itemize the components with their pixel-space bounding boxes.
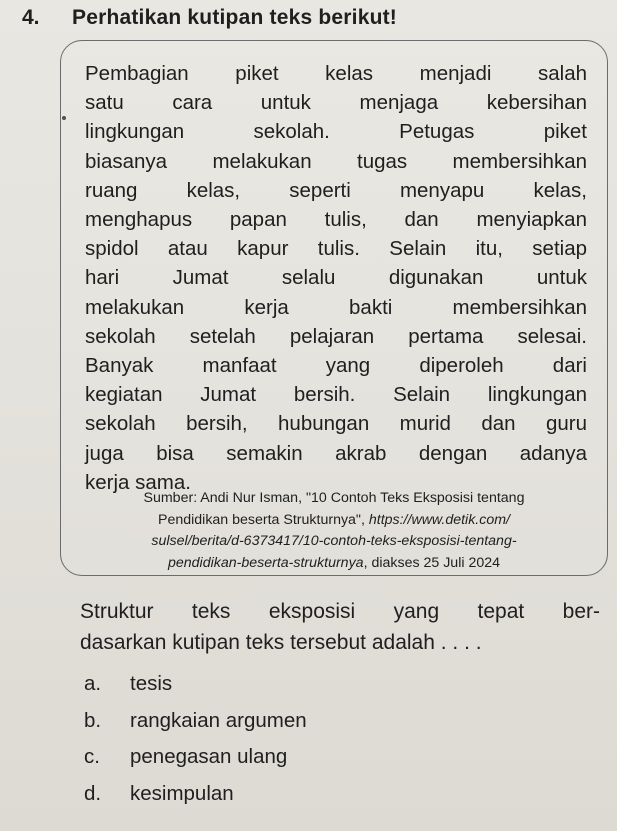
excerpt-paragraph [85, 59, 587, 497]
question-title: Perhatikan kutipan teks berikut! [72, 6, 397, 29]
source-url: sulsel/berita/d-6373417/10-contoh-teks-eksposisi-tentang- [151, 533, 517, 549]
option-letter: d. [84, 781, 102, 805]
option-a[interactable] [84, 666, 307, 703]
excerpt-line: sekolah bersih, hubungan murid dan guru [85, 412, 587, 436]
option-b[interactable] [84, 703, 307, 740]
option-letter: c. [84, 745, 100, 769]
option-c[interactable] [84, 739, 307, 776]
option-letter: a. [84, 672, 102, 696]
source-text: , diakses 25 Juli 2024 [363, 554, 501, 571]
stem-line: dasarkan kutipan teks tersebut adalah . . . . [80, 631, 482, 654]
excerpt-line: menghapus papan tulis, dan menyiapkan [85, 208, 587, 232]
source-citation [69, 488, 599, 574]
source-line [69, 553, 599, 575]
source-line: Sumber: Andi Nur Isman, "10 Contoh Teks Eksposisi tentang [143, 490, 525, 506]
question-number: 4. [22, 6, 40, 29]
stem-line: Struktur teks eksposisi yang tepat ber- [80, 600, 600, 623]
excerpt-line: satu cara untuk menjaga kebersihan [85, 91, 587, 115]
excerpt-line: biasanya melakukan tugas membersihkan [85, 149, 587, 173]
source-url: pendidikan-beserta-strukturnya [167, 554, 364, 571]
option-letter: b. [84, 708, 102, 732]
excerpt-line: melakukan kerja bakti membersihkan [85, 295, 587, 319]
excerpt-line: hari Jumat selalu digunakan untuk [85, 266, 587, 290]
question-stem [80, 596, 600, 658]
option-text: kesimpulan [130, 781, 234, 805]
excerpt-line: lingkungan sekolah. Petugas piket [85, 120, 587, 144]
source-line [69, 510, 599, 532]
answer-options [84, 666, 307, 812]
option-text: penegasan ulang [130, 745, 288, 769]
excerpt-line: Pembagian piket kelas menjadi salah [85, 62, 587, 85]
excerpt-box [60, 40, 608, 576]
excerpt-line: sekolah setelah pelajaran pertama selesai. [85, 324, 587, 348]
excerpt-line: kegiatan Jumat bersih. Selain lingkungan [85, 383, 587, 407]
source-text: Pendidikan beserta Strukturnya", [157, 511, 369, 528]
excerpt-line: kerja sama. [85, 470, 191, 494]
excerpt-line: juga bisa semakin akrab dengan adanya [85, 441, 587, 465]
excerpt-line: ruang kelas, seperti menyapu kelas, [85, 178, 587, 202]
option-text: rangkaian argumen [130, 708, 307, 732]
excerpt-line: spidol atau kapur tulis. Selain itu, setiap [85, 237, 587, 261]
option-text: tesis [130, 672, 173, 696]
option-d[interactable] [84, 776, 307, 813]
excerpt-line: Banyak manfaat yang diperoleh dari [85, 354, 587, 378]
source-url: https://www.detik.com/ [368, 511, 510, 528]
